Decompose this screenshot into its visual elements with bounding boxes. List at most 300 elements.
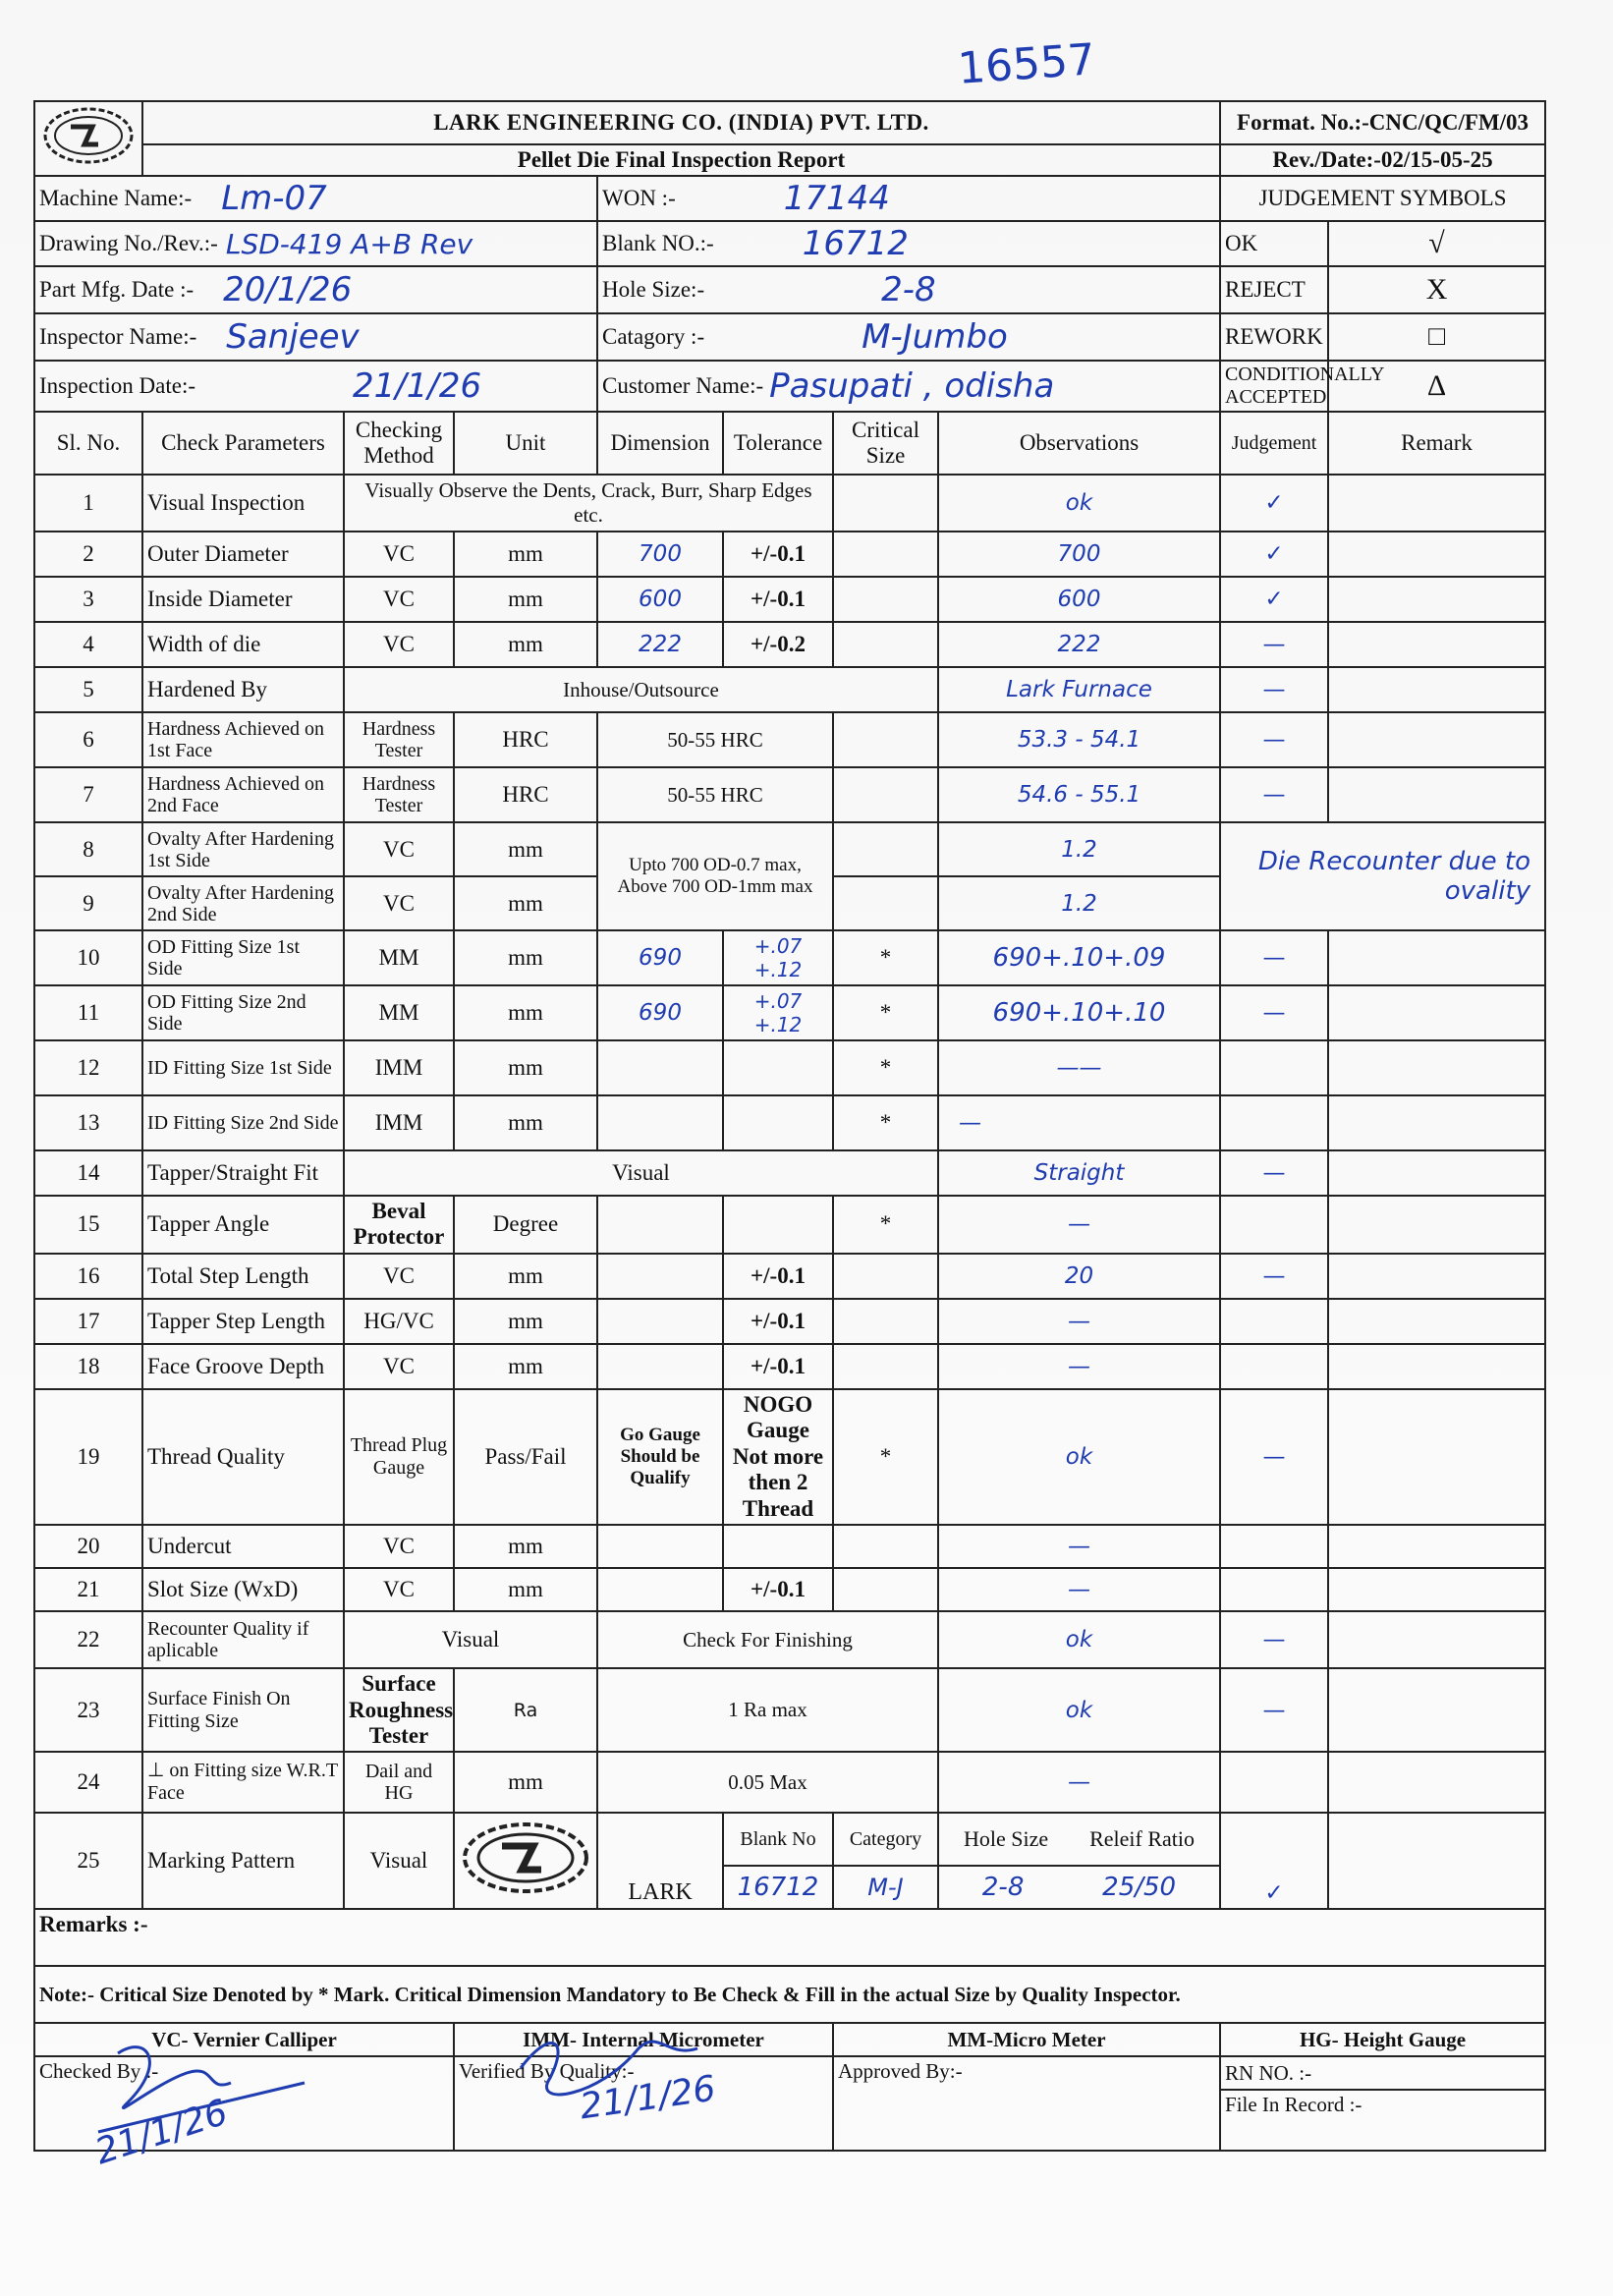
- row-method: Beval Protector: [344, 1196, 454, 1254]
- row-observation: —: [938, 1752, 1220, 1813]
- inspection-date-value: 21/1/26: [353, 366, 482, 406]
- row-tolerance: NOGO Gauge Not more then 2 Thread: [723, 1389, 833, 1525]
- row-unit: mm: [454, 1344, 597, 1389]
- table-row: [34, 1668, 1545, 1752]
- row-param: Surface Finish On Fitting Size: [142, 1668, 344, 1752]
- table-row: [34, 1095, 1545, 1150]
- marking-ratio-value: 25/50: [1102, 1873, 1177, 1903]
- row-tolerance: [723, 1525, 833, 1568]
- row-dimension: 50-55 HRC: [597, 767, 833, 822]
- row-tolerance: +.07 +.12: [723, 985, 833, 1040]
- row-critical: *: [833, 1095, 938, 1150]
- table-row: [34, 475, 1545, 532]
- row-remark: [1328, 622, 1545, 667]
- customer-field: [597, 361, 1220, 412]
- row-tolerance: +/-0.1: [723, 532, 833, 577]
- row-method: MM: [344, 985, 454, 1040]
- row-param: OD Fitting Size 2nd Side: [142, 985, 344, 1040]
- row-param: Ovalty After Hardening 1st Side: [142, 822, 344, 876]
- row-method: Hardness Tester: [344, 712, 454, 767]
- row-observation: —: [938, 1344, 1220, 1389]
- verified-by: Verified By Quality:-: [454, 2056, 833, 2151]
- row-remark: [1328, 1568, 1545, 1611]
- row-remark: [1328, 712, 1545, 767]
- row-method: HG/VC: [344, 1299, 454, 1344]
- inspector-label: Inspector Name:-: [39, 324, 197, 349]
- col-dimension: Dimension: [597, 412, 723, 475]
- row-observation: 20: [938, 1254, 1220, 1299]
- won-value: 17144: [783, 179, 890, 218]
- marking-hole-ratio-values: [938, 1866, 1220, 1909]
- row-sl: 21: [34, 1568, 142, 1611]
- row-judgement: ✓: [1220, 532, 1328, 577]
- table-row: [34, 985, 1545, 1040]
- row-param: ⊥ on Fitting size W.R.T Face: [142, 1752, 344, 1813]
- row-sl: 18: [34, 1344, 142, 1389]
- row-critical: [833, 475, 938, 532]
- marking-hole-value: 2-8: [981, 1873, 1025, 1903]
- row-sl: 12: [34, 1040, 142, 1095]
- row-dimension: Check For Finishing: [597, 1611, 938, 1668]
- table-row: [34, 667, 1545, 712]
- row-tolerance: +/-0.1: [723, 1344, 833, 1389]
- row-method: VC: [344, 532, 454, 577]
- row-remark: [1328, 1150, 1545, 1196]
- row-observation: —: [938, 1196, 1220, 1254]
- row-sl: 15: [34, 1196, 142, 1254]
- row-param: Tapper/Straight Fit: [142, 1150, 344, 1196]
- checked-by: Checked By :-: [34, 2056, 454, 2151]
- row-remark: [1328, 1040, 1545, 1095]
- table-row: [34, 1299, 1545, 1344]
- marking-hole-ratio-headers: [938, 1813, 1220, 1866]
- row-critical: *: [833, 1196, 938, 1254]
- won-field: [597, 176, 1220, 221]
- row-dimension: 1 Ra max: [597, 1668, 938, 1752]
- row-critical: [833, 712, 938, 767]
- row-tolerance: +/-0.1: [723, 1568, 833, 1611]
- row-unit: mm: [454, 1254, 597, 1299]
- row-tolerance: +/-0.1: [723, 577, 833, 622]
- won-label: WON :-: [602, 186, 676, 210]
- row-param: Ovalty After Hardening 2nd Side: [142, 876, 344, 930]
- row-critical: [833, 622, 938, 667]
- row-unit: mm: [454, 577, 597, 622]
- row-param: Thread Quality: [142, 1389, 344, 1525]
- category-value: M-Jumbo: [862, 317, 1008, 357]
- row-dimension: 700: [597, 532, 723, 577]
- row-unit: mm: [454, 1525, 597, 1568]
- row-observation: 1.2: [938, 822, 1220, 876]
- row-param: Undercut: [142, 1525, 344, 1568]
- row-observation: ok: [938, 475, 1220, 532]
- row-method: VC: [344, 1254, 454, 1299]
- row-dimension: [597, 1196, 723, 1254]
- row-method: Inhouse/Outsource: [344, 667, 938, 712]
- row-method: Visually Observe the Dents, Crack, Burr, Sharp Edges etc.: [344, 475, 833, 532]
- row-method: VC: [344, 876, 454, 930]
- marking-category-header: Category: [833, 1813, 938, 1866]
- row-method: Visual: [344, 1611, 597, 1668]
- rework-label: REWORK: [1220, 313, 1328, 361]
- marking-blank-header: Blank No: [723, 1813, 833, 1866]
- row-judgement: [1220, 1344, 1328, 1389]
- row-unit: mm: [454, 985, 597, 1040]
- table-row: [34, 1344, 1545, 1389]
- row-unit: mm: [454, 532, 597, 577]
- row-observation: ok: [938, 1389, 1220, 1525]
- inspector-value: Sanjeev: [226, 317, 360, 357]
- row-method: IMM: [344, 1095, 454, 1150]
- table-row: [34, 622, 1545, 667]
- row-judgement: ✓: [1220, 475, 1328, 532]
- row-sl: 23: [34, 1668, 142, 1752]
- mfg-date-value: 20/1/26: [223, 270, 353, 309]
- table-row: [34, 532, 1545, 577]
- row-remark: [1328, 1525, 1545, 1568]
- row-unit: mm: [454, 1752, 597, 1813]
- row-critical: *: [833, 930, 938, 985]
- row-method: Thread Plug Gauge: [344, 1389, 454, 1525]
- row-sl: 22: [34, 1611, 142, 1668]
- row-unit: mm: [454, 930, 597, 985]
- marking-lark: LARK: [597, 1813, 723, 1909]
- col-judgement: Judgement: [1220, 412, 1328, 475]
- row-judgement: —: [1220, 1668, 1328, 1752]
- row-judgement: ✓: [1220, 1813, 1328, 1909]
- checked-by-date: 21/1/26: [90, 2092, 233, 2173]
- row-judgement: —: [1220, 622, 1328, 667]
- row-remark: [1328, 1196, 1545, 1254]
- ok-label: OK: [1220, 221, 1328, 266]
- row-remark: [1328, 767, 1545, 822]
- row-method: VC: [344, 1344, 454, 1389]
- table-row: [34, 767, 1545, 822]
- row-unit: mm: [454, 876, 597, 930]
- row-critical: [833, 1344, 938, 1389]
- row-param: Slot Size (WxD): [142, 1568, 344, 1611]
- row-tolerance: [723, 1040, 833, 1095]
- row-observation: 600: [938, 577, 1220, 622]
- lark-gear-icon: [459, 1819, 592, 1897]
- table-row: [34, 1040, 1545, 1095]
- table-row: [34, 712, 1545, 767]
- inspection-date-field: [34, 361, 597, 412]
- row-sl: 20: [34, 1525, 142, 1568]
- row-remark: [1328, 1344, 1545, 1389]
- row-critical: *: [833, 1389, 938, 1525]
- row-remark: [1328, 475, 1545, 532]
- row-sl: 14: [34, 1150, 142, 1196]
- row-critical: [833, 532, 938, 577]
- legend-vc: VC- Vernier Calliper: [34, 2023, 454, 2056]
- hole-size-label: Hole Size:-: [602, 277, 705, 302]
- row-dimension: [597, 1568, 723, 1611]
- row-dimension: [597, 1095, 723, 1150]
- row-method: VC: [344, 1568, 454, 1611]
- row-param: Face Groove Depth: [142, 1344, 344, 1389]
- row-unit: mm: [454, 622, 597, 667]
- row-unit: mm: [454, 1095, 597, 1150]
- row-sl: 1: [34, 475, 142, 532]
- row-critical: *: [833, 1040, 938, 1095]
- row-observation: Lark Furnace: [938, 667, 1220, 712]
- row-param: ID Fitting Size 2nd Side: [142, 1095, 344, 1150]
- row-remark: [1328, 1254, 1545, 1299]
- machine-name-label: Machine Name:-: [39, 186, 193, 210]
- row-sl: 7: [34, 767, 142, 822]
- row-critical: [833, 1254, 938, 1299]
- row-dimension: 222: [597, 622, 723, 667]
- row-judgement: —: [1220, 1254, 1328, 1299]
- category-field: [597, 313, 1220, 361]
- row-judgement: [1220, 1196, 1328, 1254]
- reject-symbol: X: [1328, 266, 1545, 313]
- inspector-field: [34, 313, 597, 361]
- row-dimension: [597, 1299, 723, 1344]
- blank-no-label: Blank NO.:-: [602, 231, 714, 255]
- row-unit: Pass/Fail: [454, 1389, 597, 1525]
- row-dimension: 0.05 Max: [597, 1752, 938, 1813]
- table-row: [34, 1568, 1545, 1611]
- verified-by-date: 21/1/26: [577, 2068, 718, 2128]
- inspection-date-label: Inspection Date:-: [39, 373, 196, 398]
- row-param: ID Fitting Size 1st Side: [142, 1040, 344, 1095]
- col-sl-no: Sl. No.: [34, 412, 142, 475]
- table-row: [34, 1389, 1545, 1525]
- table-row: [34, 822, 1545, 876]
- row-unit: mm: [454, 822, 597, 876]
- row-judgement: [1220, 1040, 1328, 1095]
- row-tolerance: [723, 1095, 833, 1150]
- row-critical: [833, 1568, 938, 1611]
- row-param: Width of die: [142, 622, 344, 667]
- row-unit: mm: [454, 1299, 597, 1344]
- row-judgement: —: [1220, 1150, 1328, 1196]
- row-judgement: [1220, 1752, 1328, 1813]
- row-sl: 10: [34, 930, 142, 985]
- row-sl: 16: [34, 1254, 142, 1299]
- row-observation: 53.3 - 54.1: [938, 712, 1220, 767]
- row-tolerance: [723, 1196, 833, 1254]
- row-sl: 8: [34, 822, 142, 876]
- legend-imm: IMM- Internal Micrometer: [454, 2023, 833, 2056]
- row-tolerance: +/-0.1: [723, 1254, 833, 1299]
- row-judgement: [1220, 1299, 1328, 1344]
- row-remark: [1328, 1752, 1545, 1813]
- row-remark: [1328, 532, 1545, 577]
- conditionally-accepted-symbol: Δ: [1328, 361, 1545, 412]
- machine-name-field: [34, 176, 597, 221]
- row-critical: [833, 577, 938, 622]
- row-remark: [1328, 1611, 1545, 1668]
- row-remark: [1328, 577, 1545, 622]
- row-observation: 690+.10+.09: [938, 930, 1220, 985]
- row-observation: 54.6 - 55.1: [938, 767, 1220, 822]
- row-observation: ok: [938, 1611, 1220, 1668]
- approved-by: Approved By:-: [833, 2056, 1220, 2151]
- row-method: IMM: [344, 1040, 454, 1095]
- hole-size-value: 2-8: [881, 270, 936, 309]
- row-param: Total Step Length: [142, 1254, 344, 1299]
- stamp-number: 16557: [956, 34, 1097, 94]
- row-judgement: [1220, 1095, 1328, 1150]
- blank-no-field: [597, 221, 1220, 266]
- row-param: Recounter Quality if aplicable: [142, 1611, 344, 1668]
- col-observations: Observations: [938, 412, 1220, 475]
- row-remark: [1328, 1389, 1545, 1525]
- row-observation: —: [938, 1299, 1220, 1344]
- row-unit: Ra: [454, 1668, 597, 1752]
- row-method: VC: [344, 822, 454, 876]
- row-dimension: [597, 1525, 723, 1568]
- row-unit: Degree: [454, 1196, 597, 1254]
- row-param: Hardened By: [142, 667, 344, 712]
- row-observation: 700: [938, 532, 1220, 577]
- row-method: Visual: [344, 1813, 454, 1909]
- row-remark: [1328, 930, 1545, 985]
- file-in-record: File In Record :-: [1220, 2090, 1545, 2151]
- row-sl: 13: [34, 1095, 142, 1150]
- row-method: VC: [344, 577, 454, 622]
- row-sl: 6: [34, 712, 142, 767]
- row-unit: mm: [454, 1568, 597, 1611]
- col-checking-method: Checking Method: [344, 412, 454, 475]
- row-method: Hardness Tester: [344, 767, 454, 822]
- row-method: Dail and HG: [344, 1752, 454, 1813]
- row-observation: ok: [938, 1668, 1220, 1752]
- row-sl: 19: [34, 1389, 142, 1525]
- row-dimension: 600: [597, 577, 723, 622]
- row-remark: [1328, 1095, 1545, 1150]
- row-param: Marking Pattern: [142, 1813, 344, 1909]
- row-sl: 4: [34, 622, 142, 667]
- lark-gear-icon: [41, 105, 136, 166]
- row-method: VC: [344, 622, 454, 667]
- row-param: Tapper Step Length: [142, 1299, 344, 1344]
- row-observation: 690+.10+.10: [938, 985, 1220, 1040]
- row-unit: mm: [454, 1040, 597, 1095]
- row-observation: 222: [938, 622, 1220, 667]
- row-sl: 24: [34, 1752, 142, 1813]
- row-judgement: —: [1220, 1611, 1328, 1668]
- col-critical-size: Critical Size: [833, 412, 938, 475]
- table-row: [34, 577, 1545, 622]
- row-remark: [1328, 985, 1545, 1040]
- row-judgement: —: [1220, 930, 1328, 985]
- row-method: Visual: [344, 1150, 938, 1196]
- row-sl: 3: [34, 577, 142, 622]
- rework-symbol: □: [1328, 313, 1545, 361]
- row-judgement: —: [1220, 1389, 1328, 1525]
- row-dimension: 690: [597, 930, 723, 985]
- row-param: Outer Diameter: [142, 532, 344, 577]
- row-tolerance: +/-0.1: [723, 1299, 833, 1344]
- remarks-label: Remarks :-: [34, 1909, 1545, 1966]
- row-observation: —: [938, 1568, 1220, 1611]
- inspection-form: [33, 100, 1546, 2152]
- row-unit: HRC: [454, 712, 597, 767]
- row-param: Inside Diameter: [142, 577, 344, 622]
- row-param: OD Fitting Size 1st Side: [142, 930, 344, 985]
- row-sl: 9: [34, 876, 142, 930]
- row-sl: 17: [34, 1299, 142, 1344]
- conditionally-accepted-label: CONDITIONALLY ACCEPTED: [1220, 361, 1328, 412]
- marking-hole-header: Hole Size: [963, 1826, 1049, 1852]
- row-judgement: ✓: [1220, 577, 1328, 622]
- row-judgement: —: [1220, 667, 1328, 712]
- mfg-date-label: Part Mfg. Date :-: [39, 277, 195, 302]
- row-sl: 2: [34, 532, 142, 577]
- marking-logo: [454, 1813, 597, 1909]
- row-param: Tapper Angle: [142, 1196, 344, 1254]
- company-name: LARK ENGINEERING CO. (INDIA) PVT. LTD.: [142, 101, 1220, 144]
- table-row: [34, 930, 1545, 985]
- row-observation: Straight: [938, 1150, 1220, 1196]
- row-judgement: [1220, 1568, 1328, 1611]
- row-observation: —: [938, 1525, 1220, 1568]
- marking-blank-value: 16712: [723, 1866, 833, 1909]
- row-sl: 25: [34, 1813, 142, 1909]
- row-judgement: —: [1220, 767, 1328, 822]
- judgement-symbols-title: JUDGEMENT SYMBOLS: [1220, 176, 1545, 221]
- drawing-field: [34, 221, 597, 266]
- drawing-label: Drawing No./Rev.:-: [39, 231, 218, 255]
- mfg-date-field: [34, 266, 597, 313]
- report-title: Pellet Die Final Inspection Report: [142, 144, 1220, 176]
- col-unit: Unit: [454, 412, 597, 475]
- hole-size-field: [597, 266, 1220, 313]
- row-method: VC: [344, 1525, 454, 1568]
- row-dimension: [597, 1254, 723, 1299]
- row-dimension: Upto 700 OD-0.7 max, Above 700 OD-1mm max: [597, 822, 833, 930]
- col-remark: Remark: [1328, 412, 1545, 475]
- row-remark: [1328, 667, 1545, 712]
- row-method: Surface Roughness Tester: [344, 1668, 454, 1752]
- row-sl: 5: [34, 667, 142, 712]
- table-row: [34, 1813, 1545, 1866]
- row-dimension: 50-55 HRC: [597, 712, 833, 767]
- table-row: [34, 1525, 1545, 1568]
- category-label: Catagory :-: [602, 324, 705, 349]
- rn-no: RN NO. :-: [1220, 2056, 1545, 2090]
- table-row: [34, 1752, 1545, 1813]
- row-critical: *: [833, 985, 938, 1040]
- row-param: Hardness Achieved on 1st Face: [142, 712, 344, 767]
- row-dimension: [597, 1344, 723, 1389]
- row-dimension: 690: [597, 985, 723, 1040]
- row-tolerance: +.07 +.12: [723, 930, 833, 985]
- row-observation: —: [938, 1095, 1220, 1150]
- row-dimension: [597, 1040, 723, 1095]
- row-critical: [833, 876, 938, 930]
- col-check-parameters: Check Parameters: [142, 412, 344, 475]
- col-tolerance: Tolerance: [723, 412, 833, 475]
- revision-date: Rev./Date:-02/15-05-25: [1220, 144, 1545, 176]
- machine-name-value: Lm-07: [221, 179, 327, 218]
- table-row: [34, 1611, 1545, 1668]
- row-critical: [833, 1525, 938, 1568]
- row-judgement: —: [1220, 985, 1328, 1040]
- row-observation: 1.2: [938, 876, 1220, 930]
- row-remark: [1328, 1299, 1545, 1344]
- customer-label: Customer Name:-: [602, 373, 764, 398]
- table-row: [34, 1150, 1545, 1196]
- row-remark: [1328, 1813, 1545, 1909]
- ok-symbol: √: [1328, 221, 1545, 266]
- row-sl: 11: [34, 985, 142, 1040]
- row-unit: HRC: [454, 767, 597, 822]
